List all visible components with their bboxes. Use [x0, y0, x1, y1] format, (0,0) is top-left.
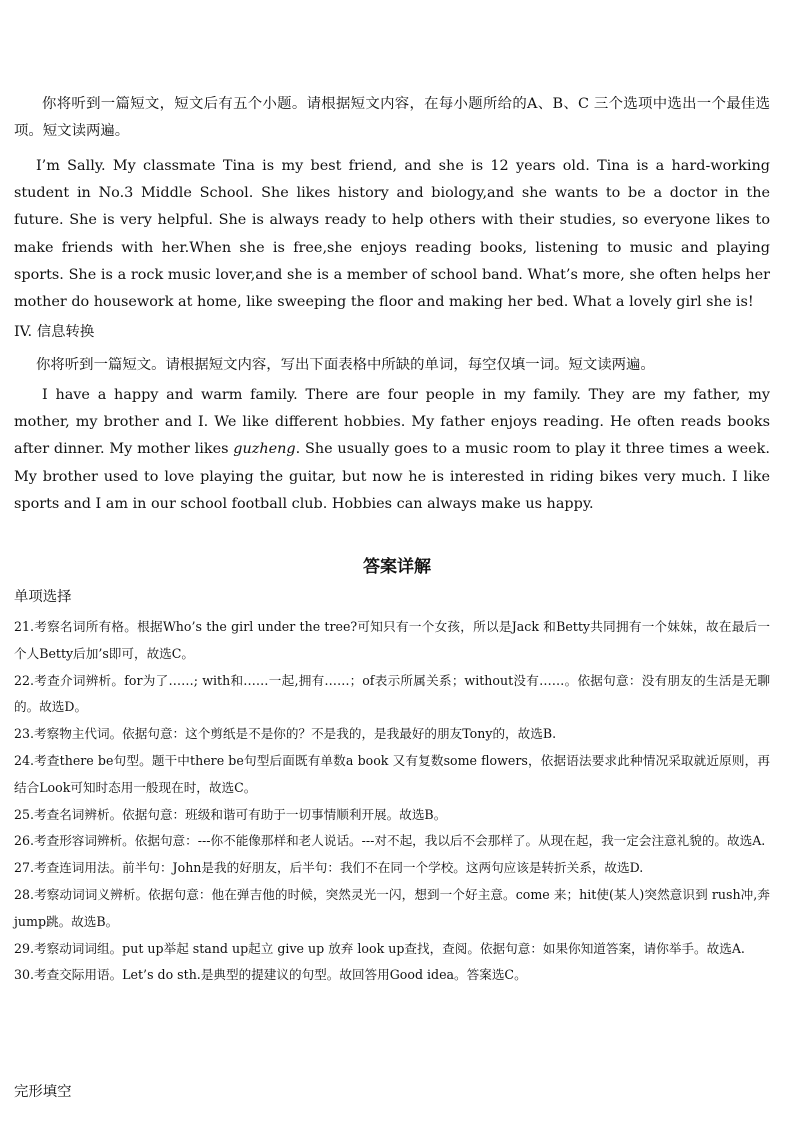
answer-item: 27.考查连词用法。前半句：John是我的好朋友，后半句：我们不在同一个学校。这两句应该是转折关系，故选D.: [14, 860, 644, 876]
listening-intro-b: 你将听到一篇短文，短文后有五个小题。请根据短文内容，在每小题所给的A、B、C 三个选项中选出一个最佳选项。短文读两遍。: [14, 96, 770, 140]
answer-item: 29.考察动词词组。put up举起 stand up起立 give up 放弃 look up查找，查阅。依据句意：如果你知道答案，请你举手。故选A.: [14, 940, 745, 956]
section-single-choice: 单项选择: [14, 589, 72, 605]
answer-item: 26.考查形容词辨析。依据句意：---你不能像那样和老人说话。---对不起，我以后不会那样了。从现在起，我一定会注意礼貌的。故选A.: [14, 833, 766, 849]
answer-item: 24.考查there be句型。题干中there be句型后面既有单数a book 又有复数some flowers，依据语法要求此种情况采取就近原则，再结合Look可知时态用一般现在时，故选C。: [14, 752, 770, 795]
passage-4-italic-word: guzheng: [233, 441, 296, 458]
answer-title: 答案详解: [363, 557, 431, 577]
answer-list: [14, 614, 770, 989]
answer-item: 21.考察名词所有格。根据Who’s the girl under the tree?可知只有一个女孩，所以是Jack 和Betty共同拥有一个妹妹，故在最后一个人Betty后加’s即可，故选C。: [14, 619, 770, 661]
section-cloze: 完形填空: [14, 1084, 72, 1100]
answer-item: 23.考察物主代词。依据句意：这个剪纸是不是你的？不是我的，是我最好的朋友Tony的，故选B.: [14, 726, 557, 742]
answer-item: 28.考察动词词义辨析。依据句意：他在弹吉他的时候，突然灵光一闪，想到一个好主意。come 来；hit使(某人)突然意识到 rush冲,奔 jump跳。故选B。: [14, 886, 770, 929]
listening-passage-4: [14, 382, 770, 518]
answer-item: 25.考查名词辨析。依据句意：班级和谐可有助于一切事情顺利开展。故选B。: [14, 806, 447, 822]
section-4-title: IV. 信息转换: [14, 324, 95, 340]
listening-passage-b: I’m Sally. My classmate Tina is my best friend, and she is 12 years old. Tina is a hard-working student in No.3 Middle School. She likes history and biology,and she wants to be a doctor in the future. She is very helpful. She is always ready to help others with their studies, so everyone likes to make friends with her.When she is free,she enjoys reading books, listening to music and playing sports. She is a rock music lover,and she is a member of school band. What’s more, she often helps her mother do housework at home, like sweeping the floor and making her bed. What a lovely girl she is!: [14, 158, 770, 311]
answer-item: 30.考查交际用语。Let’s do sth.是典型的提建议的句型。故回答用Good idea。答案选C。: [14, 967, 527, 983]
listening-intro-4: 你将听到一篇短文。请根据短文内容，写出下面表格中所缺的单词，每空仅填一词。短文读两遍。: [36, 357, 655, 373]
passage-4-part1: I have a happy and warm family. There are four people in my family. They are my father, my mother, my brother and I. We like different hobbies. My father enjoys reading. He often reads books after dinner. My mother likes: [14, 387, 770, 458]
passage-4-part2: . She usually goes to a music room to play it three times a week. My brother used to love playing the guitar, but now he is interested in riding bikes very much. I like sports and I am in our school football club. Hobbies can always make us happy.: [14, 441, 770, 512]
answer-item: 22.考查介词辨析。for为了……; with和……一起,拥有……；of表示所属关系；without没有……。依据句意：没有朋友的生活是无聊的。故选D。: [14, 672, 770, 715]
